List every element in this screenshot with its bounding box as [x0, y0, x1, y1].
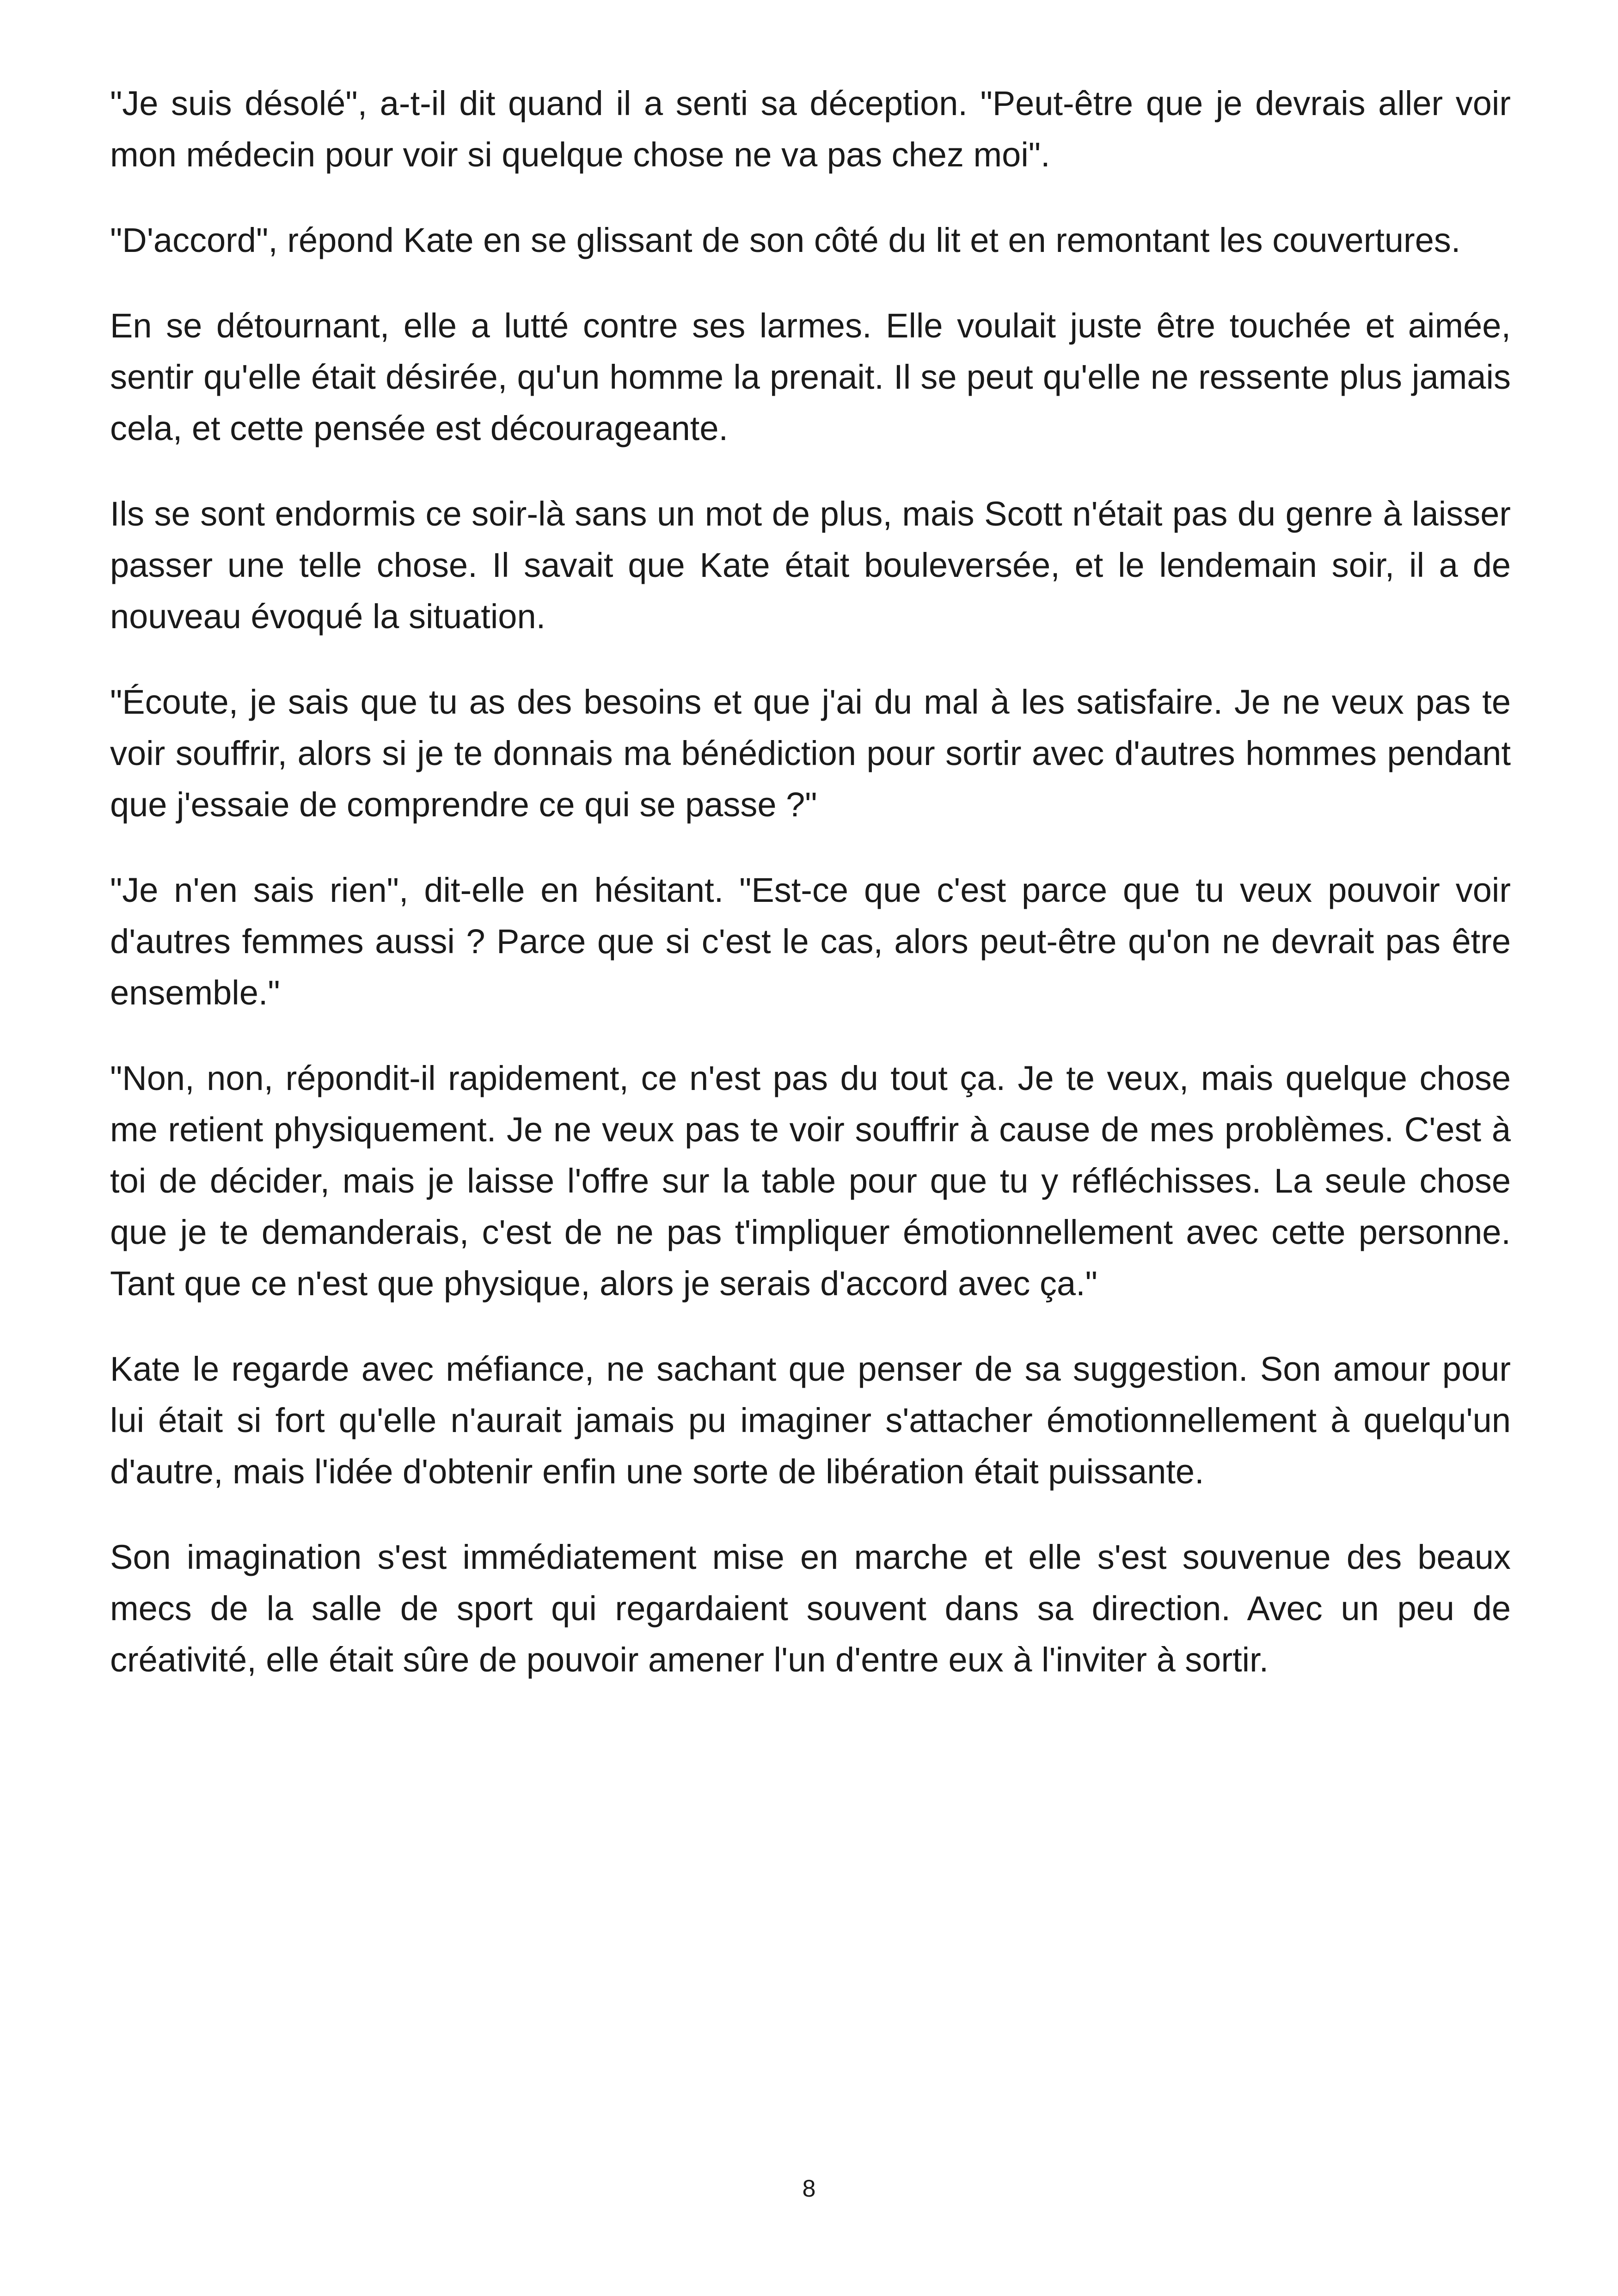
page-number: 8	[802, 2175, 816, 2202]
paragraph: "Je suis désolé", a-t-il dit quand il a senti sa déception. "Peut-être que je devrais aller voir mon médecin pour voir si quelque chose ne va pas chez moi".	[110, 84, 1511, 174]
paragraph: "Non, non, répondit-il rapidement, ce n'est pas du tout ça. Je te veux, mais quelque chose me retient physiquement. Je ne veux pas te voir souffrir à cause de mes problèmes. C'est à toi de décider, mais je laisse l'offre sur la table pour que tu y réfléchisses. La seule chose que je te demanderais, c'est de ne pas t'impliquer émotionnellement avec cette personne. Tant que ce n'est que physique, alors je serais d'accord avec ça."	[110, 1059, 1511, 1303]
paragraph: "D'accord", répond Kate en se glissant de son côté du lit et en remontant les couvertures.	[110, 221, 1461, 259]
paragraph: Kate le regarde avec méfiance, ne sachant que penser de sa suggestion. Son amour pour lui était si fort qu'elle n'aurait jamais pu imaginer s'attacher émotionnellement à quelqu'un d'autre, mais l'idée d'obtenir enfin une sorte de libération était puissante.	[110, 1350, 1511, 1491]
paragraph: En se détournant, elle a lutté contre ses larmes. Elle voulait juste être touchée et aimée, sentir qu'elle était désirée, qu'un homme la prenait. Il se peut qu'elle ne ressente plus jamais cela, et cette pensée est décourageante.	[110, 306, 1511, 447]
paragraph: Ils se sont endormis ce soir-là sans un mot de plus, mais Scott n'était pas du genre à laisser passer une telle chose. Il savait que Kate était bouleversée, et le lendemain soir, il a de nouveau évoqué la situation.	[110, 495, 1511, 636]
paragraph: "Je n'en sais rien", dit-elle en hésitant. "Est-ce que c'est parce que tu veux pouvoir voir d'autres femmes aussi ? Parce que si c'est le cas, alors peut-être qu'on ne devrait pas être ensemble."	[110, 871, 1511, 1012]
body-text	[110, 78, 1511, 1720]
paragraph: Son imagination s'est immédiatement mise en marche et elle s'est souvenue des beaux mecs de la salle de sport qui regardaient souvent dans sa direction. Avec un peu de créativité, elle était sûre de pouvoir amener l'un d'entre eux à l'inviter à sortir.	[110, 1538, 1511, 1679]
paragraph: "Écoute, je sais que tu as des besoins et que j'ai du mal à les satisfaire. Je ne veux pas te voir souffrir, alors si je te donnais ma bénédiction pour sortir avec d'autres hommes pendant que j'essaie de comprendre ce qui se passe ?"	[110, 683, 1511, 824]
